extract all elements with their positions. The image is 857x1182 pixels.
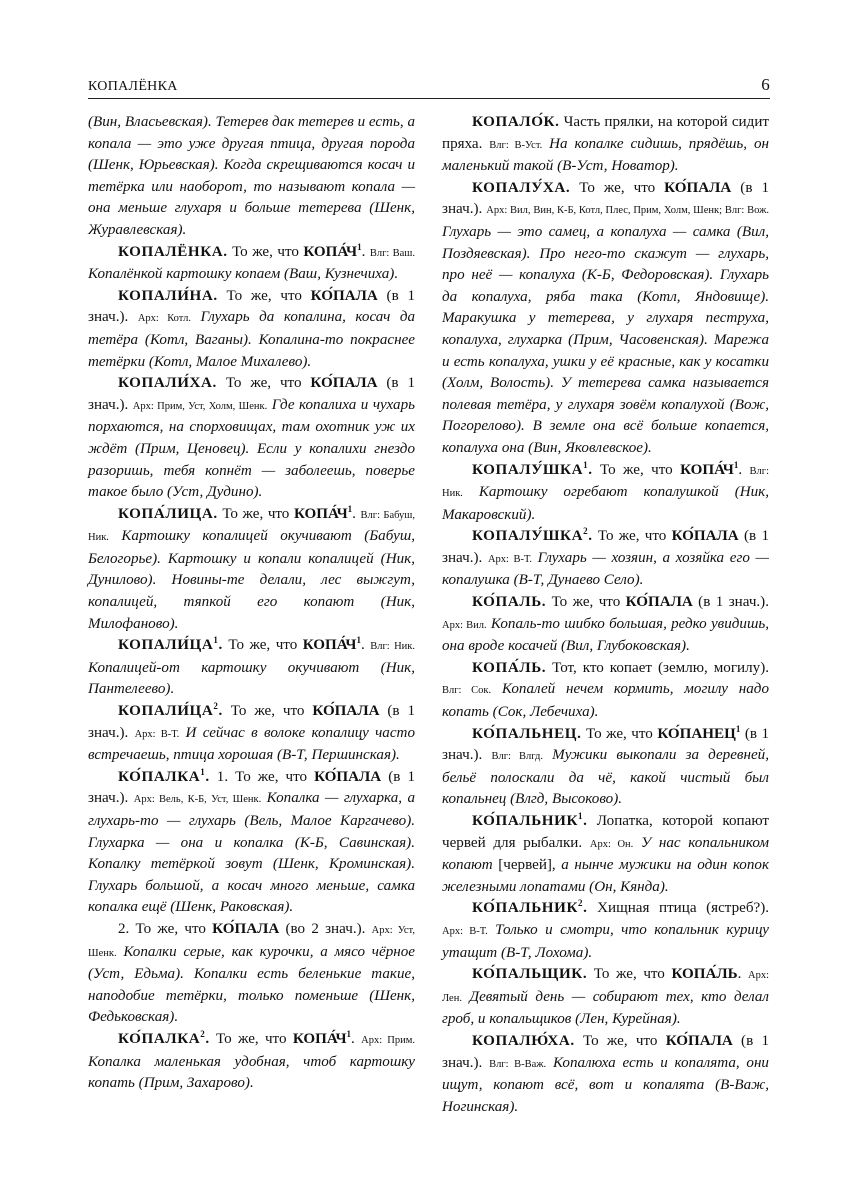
cross-reference: КО́ПАЛА [314, 768, 382, 785]
headword: КОПА́ЛЬ. [472, 659, 547, 676]
dictionary-entry [442, 658, 769, 724]
dictionary-entry [442, 1031, 769, 1118]
definition: То же, что [581, 725, 658, 742]
dictionary-entry [442, 964, 769, 1031]
headword-period: . [588, 461, 593, 478]
usage-example: Копалюха есть и копалята, они ищут, копают всё, вот и копалята (В-Важ, Ногинская). [442, 1054, 769, 1115]
dictionary-entry [88, 286, 415, 373]
headword: КОПАЛЁНКА. [118, 243, 228, 260]
usage-example: Копалки серые, как курочки, а мясо чёрное (Уст, Едьма). Копалки есть беленькие такие, наподобие тетёрки, только поменьше (Шенк, Федьковская). [88, 943, 415, 1026]
headword: КОПАЛЮ́ХА. [472, 1032, 575, 1049]
cross-reference-number: 1 [733, 459, 739, 470]
cross-reference-number: 1 [347, 503, 353, 514]
definition: То же, что [574, 1032, 666, 1049]
headword: КОПАЛИ́ХА. [118, 375, 217, 392]
dictionary-entry [442, 460, 769, 527]
sense-note: . [361, 243, 370, 260]
definition: 1. То же, что [209, 768, 315, 785]
usage-example: Девятый день — собирают тех, кто делал гроб, и копальщиков (Лен, Курейная). [442, 988, 769, 1028]
cross-reference: КОПА́Ч [302, 637, 357, 654]
usage-example: Копаль-то шибко большая, редко увидишь, она вроде косачей (Вил, Глубоковская). [442, 615, 769, 655]
dictionary-entry [88, 635, 415, 701]
cross-reference: КО́ПАНЕЦ [657, 725, 736, 742]
cross-reference: КОПА́ЛЬ [671, 966, 738, 983]
definition: То же, что [222, 637, 303, 654]
definition: То же, что [592, 461, 681, 478]
sense-note: . [360, 637, 371, 654]
running-header [88, 76, 770, 99]
usage-example: Копалка — глухарка, а глухарь-то — глухарь (Вель, Малое Каргачево). Глухарка — она и копалка (К-Б, Савинская). Копалку тетёркой зовут (Шенк, Кроминская). Глухарь большой, а косач много меньше, самка копалка ещё (Шенк, Раковская). [88, 790, 415, 916]
usage-example: Копалицей-от картошку окучивают (Ник, Пантелеево). [88, 659, 415, 698]
dictionary-entry [88, 1029, 415, 1095]
dictionary-entry [88, 504, 415, 636]
example-insertion: [червей], [492, 857, 562, 874]
cross-reference: КО́ПАЛА [625, 594, 693, 611]
usage-example: У нас копальником копают [442, 834, 770, 874]
headword: КО́ПАЛКА [118, 1030, 201, 1047]
headword: КОПАЛУ́ШКА [472, 528, 584, 545]
sense-note: (в 1 знач.). [88, 287, 415, 326]
sense-note: (в 1 знач.). [88, 375, 415, 413]
source-region: Арх: В-Т. [487, 553, 532, 565]
headword-homonym-number: 1 [213, 635, 219, 646]
headword-homonym-number: 2 [583, 526, 589, 537]
usage-example: Глухарь — это самец, а копалуха — самка (Вил, Поздяевская). Про него-то скажут — глухарь, про неё — копалуха (К-Б, Федоровская). Глухарь да копалуха, ряба така (Котл, Яндовище). Маракушка у тетерева, у глухаря пеструха, копалуха, глухарка (Прим, Часовенская). Марежа и есть копалуха, ушки у её красные, как у косатки (Холм, Волость). У тетерева самка называется полевая тетёра, у глухаря зовём копалухой (Вож, Погорелово). В земле она всё больше копается, копалуха она (Вин, Яковлевское). [442, 223, 769, 456]
dictionary-entry [442, 724, 769, 811]
definition: То же, что [592, 528, 672, 545]
dictionary-entry [442, 178, 769, 460]
cross-reference: КО́ПАЛА [212, 920, 280, 937]
dictionary-entry [88, 767, 415, 919]
headword: КО́ПАЛКА [118, 768, 201, 785]
header-title: КОПАЛЁНКА [88, 79, 178, 94]
dictionary-entry [88, 919, 415, 1029]
definition: 2. То же, что [118, 920, 213, 937]
cross-reference: КОПА́Ч [680, 461, 734, 478]
sense-note: . [351, 1030, 362, 1047]
headword-period: . [583, 813, 588, 829]
dictionary-entry [442, 112, 769, 178]
dictionary-entry [442, 811, 769, 898]
sense-note: (в 1 знач.). [442, 179, 770, 218]
definition: То же, что [209, 1030, 293, 1047]
source-region: Арх: В-Т. [442, 925, 488, 937]
dictionary-entry [442, 898, 769, 964]
cross-reference: КОПА́Ч [292, 1030, 347, 1047]
source-region: Влг: Сок. [442, 685, 492, 697]
headword-period: . [205, 768, 210, 785]
headword: КО́ПАЛЬЩИК. [472, 966, 588, 983]
sense-note: (во 2 знач.). [279, 920, 372, 937]
source-region: Влг: В-Важ. [489, 1058, 547, 1070]
dictionary-entry [442, 592, 769, 658]
cross-reference: КО́ПАЛА [671, 528, 739, 545]
source-region: Влг: Ник. [370, 641, 415, 653]
headword-homonym-number: 2 [578, 898, 584, 909]
dictionary-entry [88, 242, 415, 286]
cross-reference: КОПА́Ч [293, 505, 348, 522]
source-region: Арх: Лен. [442, 970, 770, 1004]
source-region: Влг: Ваш. [369, 247, 416, 259]
definition: То же, что [546, 594, 626, 611]
left-column [88, 112, 415, 1095]
headword: КОПАЛО́К. [472, 114, 560, 130]
cross-reference-number: 1 [356, 635, 361, 646]
source-region: Арх: Прим, Уст, Холм, Шенк. [132, 400, 268, 412]
sense-note: . [738, 461, 750, 478]
cross-reference: КОПА́Ч [303, 243, 358, 260]
usage-example-continued: а нынче мужики на один копок железными лопатами (Он, Кянда). [442, 857, 770, 895]
headword-period: . [583, 900, 588, 917]
cross-reference: КО́ПАЛА [664, 179, 732, 196]
headword-homonym-number: 1 [583, 459, 589, 470]
usage-example: Мужики выкопали за деревней, бельё полоскали да чё, какой чистый был копальнец (Влгд, Высоково). [442, 747, 769, 808]
entry-continuation: (Вин, Власьевская). Тетерев дак тетерев и есть, а копала — это уже другая птица, другая порода (Шенк, Юрьевская). Когда скрещиваются косач и тетёрка или наоборот, то называют копала — она меньше глухаря и больше тетерева (Шенк, Журавлевская). [88, 114, 415, 238]
source-region: Арх: Вель, К-Б, Уст, Шенк. [133, 794, 262, 806]
headword: КОПАЛУ́ХА. [472, 179, 571, 196]
source-region: Арх: Вил. [442, 619, 487, 631]
right-column [442, 112, 769, 1118]
usage-example: Копалка маленькая удобная, чтоб картошку копать (Прим, Захарово). [88, 1053, 415, 1092]
headword: КОПАЛУ́ШКА [472, 461, 584, 478]
headword-period: . [218, 637, 223, 654]
source-region: Арх: Прим. [361, 1034, 415, 1046]
usage-example: Копалей нечем кормить, могилу надо копать (Сок, Лебечиха). [442, 681, 769, 721]
cross-reference: КО́ПАЛА [310, 287, 378, 304]
headword: КОПАЛИ́ЦА [118, 637, 214, 654]
cross-reference: КО́ПАЛА [312, 703, 380, 720]
definition: Хищная птица (ястреб?). [587, 900, 769, 917]
cross-reference: КО́ПАЛА [665, 1032, 733, 1049]
usage-example: Только и смотри, что копальник курицу утащит (В-Т, Лохома). [442, 921, 769, 961]
sense-note: (в 1 знач.). [442, 1032, 770, 1071]
definition: Часть прялки, на которой сидит пряха. [442, 114, 769, 152]
usage-example: И сейчас в волоке копалицу часто встречаешь, птица хорошая (В-Т, Першинская). [88, 724, 415, 764]
headword-homonym-number: 1 [200, 766, 206, 777]
headword: КОПАЛИ́НА. [118, 287, 218, 304]
headword: КО́ПАЛЬНИК [472, 813, 579, 829]
headword-homonym-number: 1 [578, 810, 584, 821]
headword: КОПАЛИ́ЦА [118, 703, 214, 720]
usage-example: Глухарь да копалина, косач да тетёра (Котл, Ваганы). Копалина-то покраснее тетёрки (Котл, Малое Михалево). [88, 309, 416, 370]
usage-example: Картошку копалицей окучивают (Бабуш, Белогорье). Картошку и копали копалицей (Ник, Дунилово). Новины-те делали, лес выжгут, копалицей, тяпкой его копают (Ник, Милофаново). [88, 528, 415, 632]
definition: То же, что [587, 966, 672, 983]
source-region: Влг: В-Уст. [489, 139, 543, 151]
usage-example: Копалёнкой картошку копаем (Ваш, Кузнечиха). [88, 266, 399, 283]
dictionary-entry [88, 112, 415, 242]
definition: То же, что [222, 703, 313, 720]
source-region: Влг: Ник. [442, 465, 769, 500]
definition: Тот, кто копает (землю, могилу). [546, 659, 769, 676]
headword-period: . [588, 528, 593, 545]
usage-example: Глухарь — хозяин, а хозяйка его — копалушка (В-Т, Дунаево Село). [442, 549, 769, 589]
headword: КОПА́ЛИЦА. [118, 505, 218, 522]
definition: То же, что [570, 179, 665, 196]
source-region: Влг: Бабуш, Ник. [88, 509, 416, 544]
sense-note: . [352, 505, 361, 522]
page-number: 6 [761, 75, 770, 94]
dictionary-entry [442, 526, 769, 592]
definition: То же, что [217, 287, 311, 304]
source-region: Влг: Влгд. [491, 751, 543, 763]
source-region: Арх: Вил, Вин, К-Б, Котл, Плес, Прим, Холм, Шенк; Влг: Вож. [486, 205, 769, 217]
usage-example: Картошку огребают копалушкой (Ник, Макаровский). [442, 484, 769, 523]
cross-reference-number: 1 [357, 241, 362, 252]
definition: То же, что [216, 375, 311, 392]
source-region: Арх: Уст, Шенк. [88, 924, 415, 959]
dictionary-entry [88, 701, 415, 767]
headword-period: . [205, 1030, 210, 1047]
headword: КО́ПАЛЬНИК [472, 900, 579, 917]
cross-reference-number: 1 [735, 723, 741, 734]
usage-example: На копалке сидишь, прядёшь, он маленький такой (В-Уст, Новатор). [442, 135, 769, 175]
headword: КО́ПАЛЬ. [472, 594, 547, 611]
definition: То же, что [217, 505, 294, 522]
source-region: Арх: Котл. [137, 313, 191, 325]
headword: КО́ПАЛЬНЕЦ. [472, 725, 582, 742]
cross-reference-number: 1 [346, 1028, 352, 1039]
definition: То же, что [227, 243, 304, 260]
dictionary-entry [88, 373, 415, 504]
usage-example: Где копалиха и чухарь порхаются, на спорховищах, там охотник уж их ждёт (Прим, Ценовец). Если у копалихи гнездо разоришь, тебя копнёт — заболеешь, поверье такое было (Уст, Дудино). [88, 396, 415, 501]
headword-homonym-number: 2 [200, 1028, 206, 1039]
sense-note: . [737, 966, 749, 983]
sense-note: (в 1 знач.). [692, 594, 769, 611]
source-region: Арх: Он. [589, 838, 634, 850]
source-region: Арх: В-Т. [134, 728, 180, 740]
cross-reference: КО́ПАЛА [310, 375, 378, 392]
sense-note: (в 1 знач.). [88, 768, 415, 807]
headword-period: . [218, 703, 223, 720]
sense-note: (в 1 знач.). [88, 703, 415, 741]
definition: Лопатка, которой копают червей для рыбалки. [442, 813, 769, 851]
headword-homonym-number: 2 [213, 701, 219, 711]
sense-note: (в 1 знач.). [442, 725, 770, 764]
sense-note: (в 1 знач.). [442, 528, 769, 566]
